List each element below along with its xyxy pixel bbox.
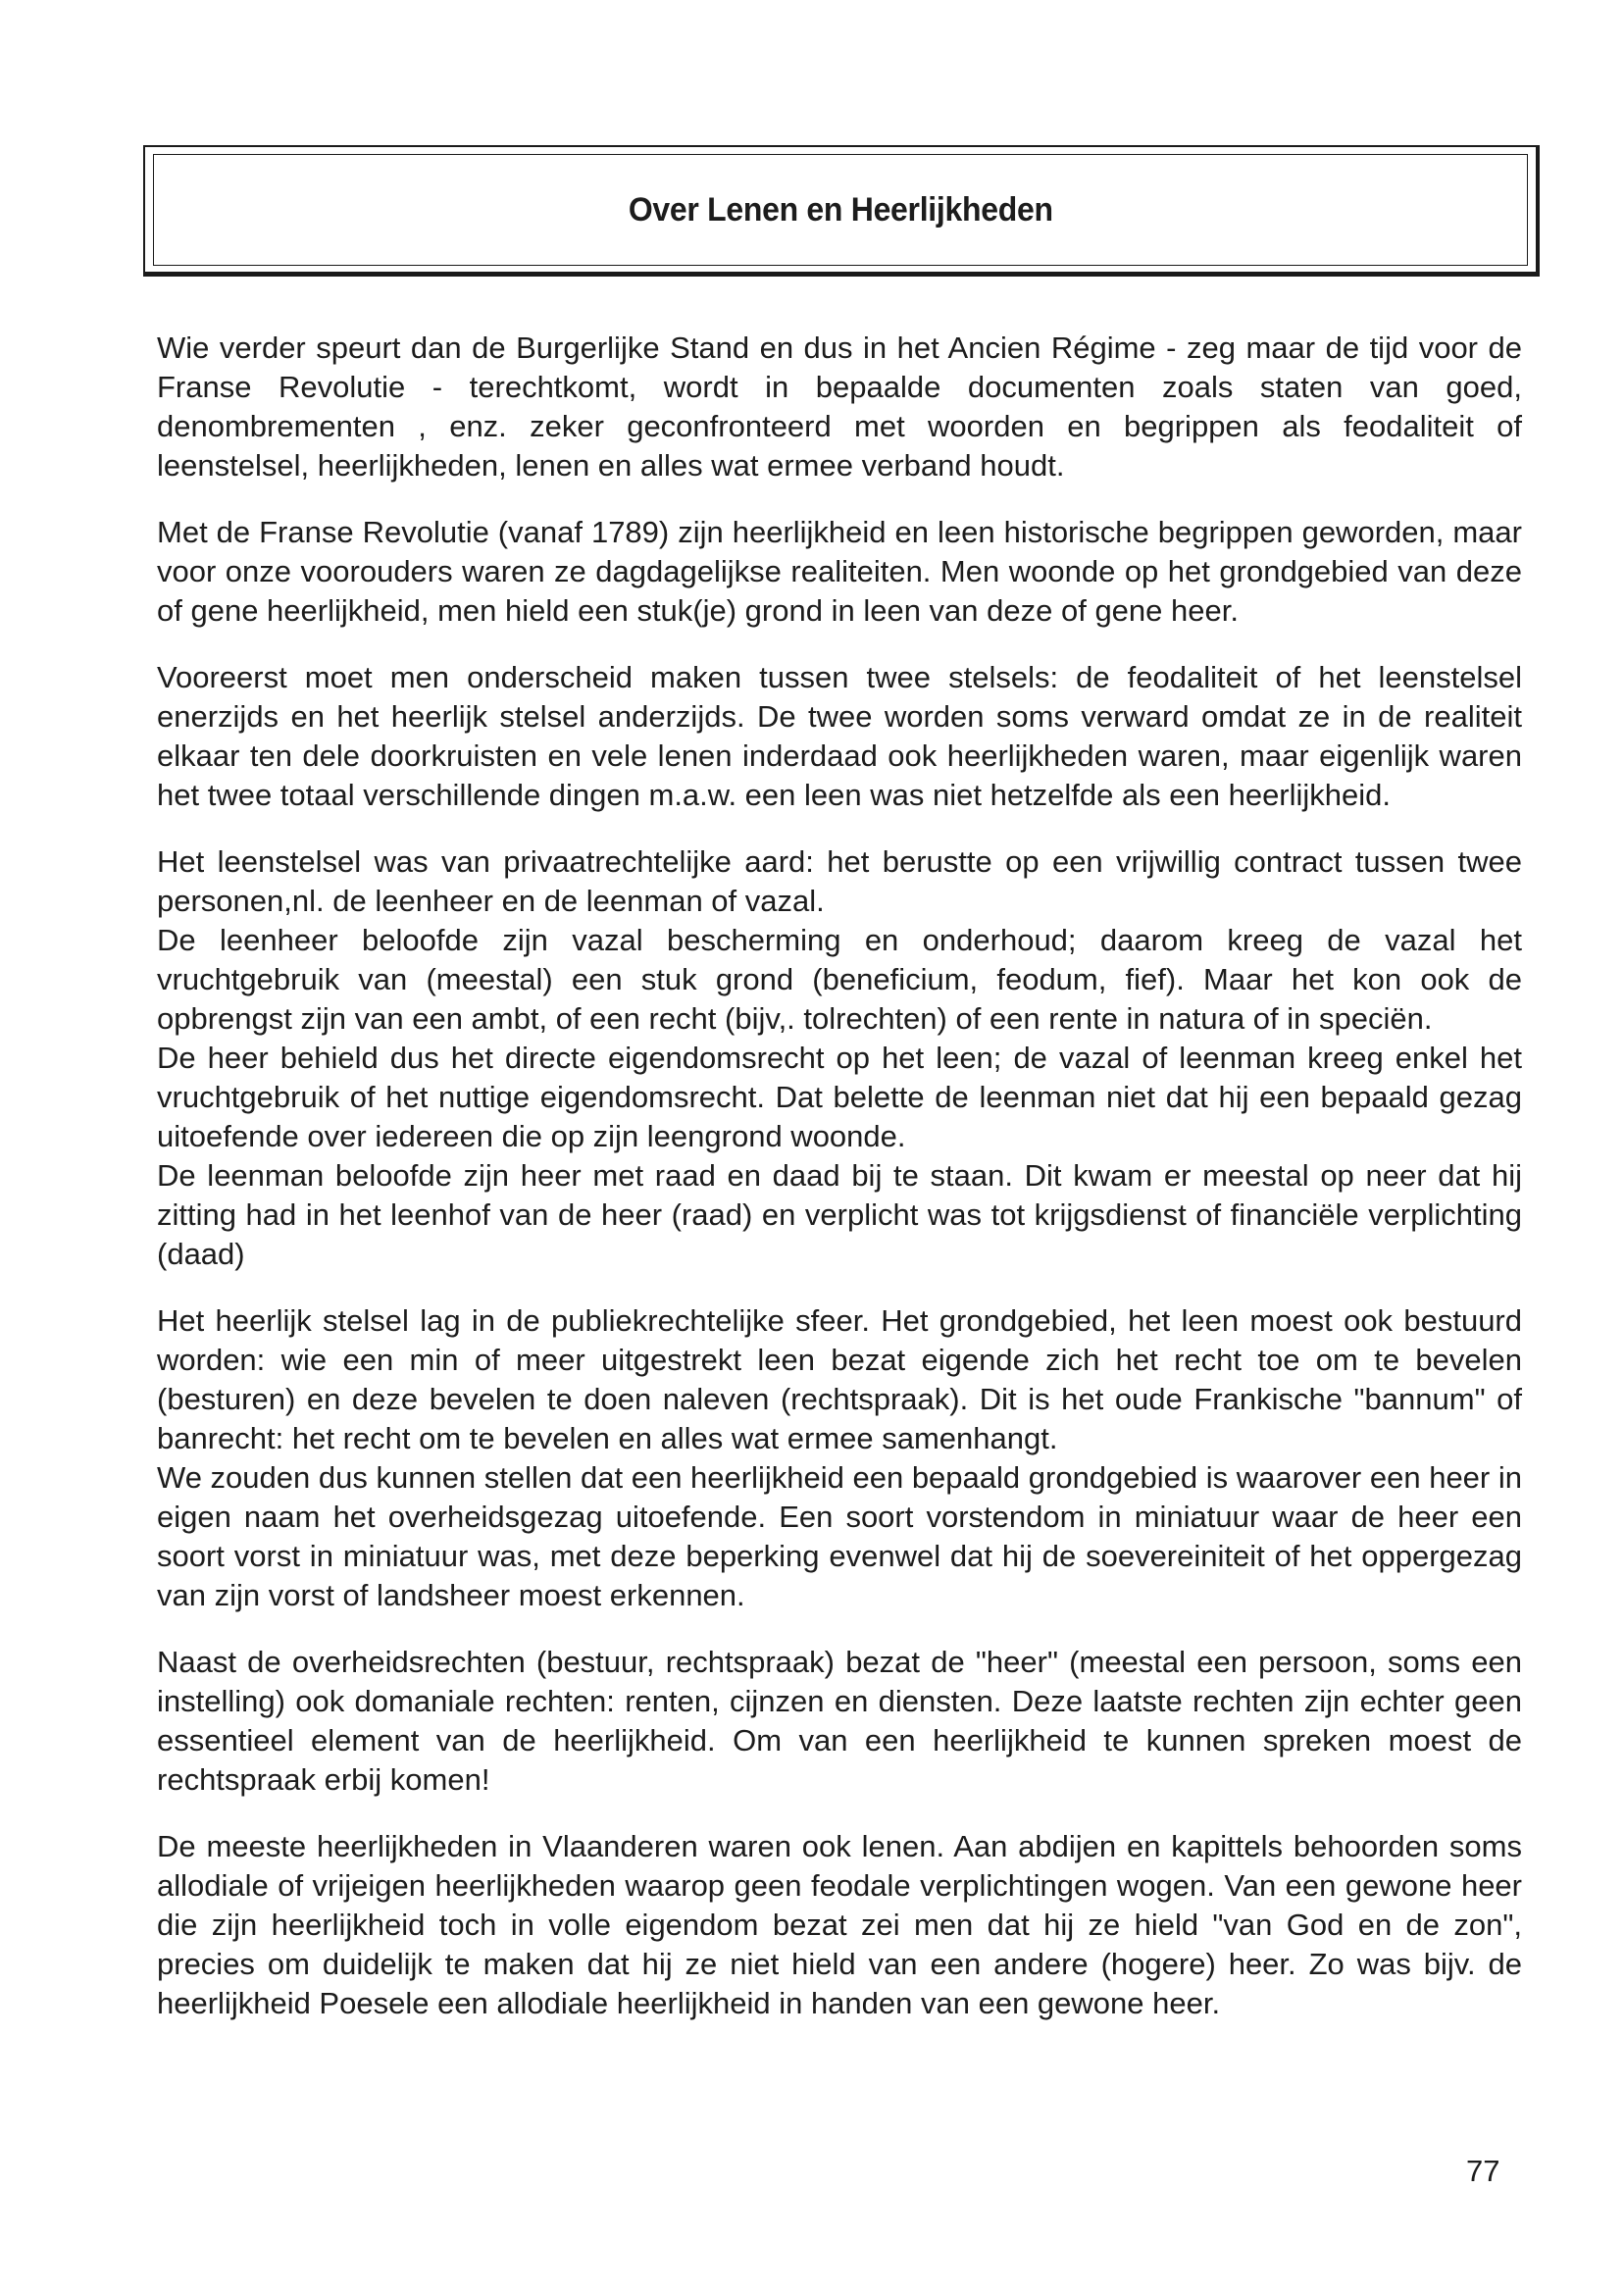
- paragraph-intro: Wie verder speurt dan de Burgerlijke Stand en dus in het Ancien Régime - zeg maar de tijd voor de Franse Revolutie - terechtkomt, wordt in bepaalde documenten zoals staten van goed, denombrementen , enz. zeker geconfronteerd met woorden en begrippen als feodaliteit of leenstelsel, heerlijkheden, lenen en alles wat ermee verband houdt.: [157, 331, 1522, 483]
- title-frame-inner: [153, 154, 1528, 266]
- paragraph-vlaanderen: De meeste heerlijkheden in Vlaanderen waren ook lenen. Aan abdijen en kapittels behoorden soms allodiale of vrijeigen heerlijkheden waarop geen feodale verplichtingen wogen. Van een gewone heer die zijn heerlijkheid toch in volle eigendom bezat zei men dat hij ze hield "van God en de zon", precies om duidelijk te maken dat hij ze niet hield van een andere (hogere) heer. Zo was bijv. de heerlijkheid Poesele een allodiale heerlijkheid in handen van een gewone heer.: [157, 1829, 1522, 2020]
- paragraph-raad-en-daad: De leenman beloofde zijn heer met raad en daad bij te staan. Dit kwam er meestal op neer dat hij zitting had in het leenhof van de heer (raad) en verplicht was tot krijgsdienst of financiële verplichting (daad): [157, 1158, 1522, 1271]
- title-frame: [143, 145, 1540, 277]
- paragraph-definition-heerlijkheid: We zouden dus kunnen stellen dat een heerlijkheid een bepaald grondgebied is waarover een heer in eigen naam het overheidsgezag uitoefende. Een soort vorstendom in miniatuur waar de heer een soort vorst in miniatuur was, met deze beperking evenwel dat hij de soevereiniteit of het oppergezag van zijn vorst of landsheer moest erkennen.: [157, 1460, 1522, 1612]
- paragraph-domaniale-rechten: Naast de overheidsrechten (bestuur, rechtspraak) bezat de "heer" (meestal een persoon, soms een instelling) ook domaniale rechten: renten, cijnzen en diensten. Deze laatste rechten zijn echter geen essentieel element van de heerlijkheid. Om van een heerlijkheid te kunnen spreken moest de rechtspraak erbij komen!: [157, 1645, 1522, 1797]
- page-number: 77: [1466, 2154, 1500, 2188]
- paragraph-eigendomsrecht: De heer behield dus het directe eigendomsrecht op het leen; de vazal of leenman kreeg enkel het vruchtgebruik of het nuttige eigendomsrecht. Dat belette de leenman niet dat hij een bepaald gezag uitoefende over iedereen die op zijn leengrond woonde.: [157, 1041, 1522, 1153]
- paragraph-two-systems: Vooreerst moet men onderscheid maken tussen twee stelsels: de feodaliteit of het leenstelsel enerzijds en het heerlijk stelsel anderzijds. De twee worden soms verward omdat ze in de realiteit elkaar ten dele doorkruisten en vele lenen inderdaad ook heerlijkheden waren, maar eigenlijk waren het twee totaal verschillende dingen m.a.w. een leen was niet hetzelfde als een heerlijkheid.: [157, 660, 1522, 812]
- paragraph-leenstelsel: Het leenstelsel was van privaatrechtelijke aard: het berustte op een vrijwillig contract tussen twee personen,nl. de leenheer en de leenman of vazal.: [157, 844, 1522, 918]
- paragraph-leenheer: De leenheer beloofde zijn vazal bescherming en onderhoud; daarom kreeg de vazal het vruchtgebruik van (meestal) een stuk grond (beneficium, feodum, fief). Maar het kon ook de opbrengst zijn van een ambt, of een recht (bijv,. tolrechten) of een rente in natura of in speciën.: [157, 923, 1522, 1036]
- paragraph-french-revolution: Met de Franse Revolutie (vanaf 1789) zijn heerlijkheid en leen historische begrippen geworden, maar voor onze voorouders waren ze dagdagelijkse realiteiten. Men woonde op het grondgebied van deze of gene heerlijkheid, men hield een stuk(je) grond in leen van deze of gene heer.: [157, 515, 1522, 628]
- page-title: Over Lenen en Heerlijkheden: [628, 190, 1053, 229]
- paragraph-heerlijk-stelsel: Het heerlijk stelsel lag in de publiekrechtelijke sfeer. Het grondgebied, het leen moest ook bestuurd worden: wie een min of meer uitgestrekt leen bezat eigende zich het recht toe om te bevelen (besturen) en deze bevelen te doen naleven (rechtspraak). Dit is het oude Frankische "bannum" of banrecht: het recht om te bevelen en alles wat ermee samenhangt.: [157, 1303, 1522, 1455]
- body-text: [157, 329, 1522, 2051]
